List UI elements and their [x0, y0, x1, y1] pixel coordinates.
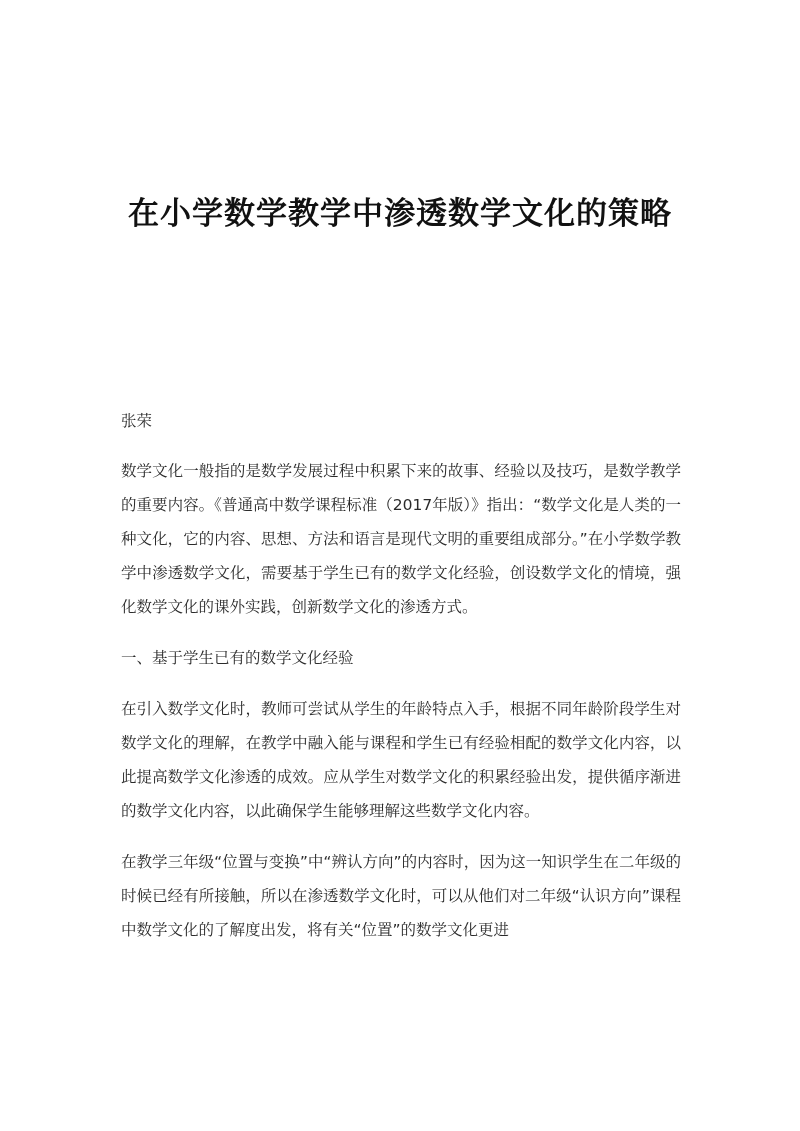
author-name: 张荣	[121, 412, 153, 430]
paragraph-section-1-a: 在引入数学文化时，教师可尝试从学生的年龄特点入手，根据不同年龄阶段学生对数学文化的理解，在教学中融入能与课程和学生已有经验相配的数学文化内容，以此提高数学文化渗透的成效。应从学生对数学文化的积累经验出发，提供循序渐进的数学文化内容，以此确保学生能够理解这些数学文化内容。	[121, 700, 681, 820]
document-body	[121, 404, 681, 964]
document-title: 在小学数学教学中渗透数学文化的策略	[128, 196, 672, 232]
section-heading-1: 一、基于学生已有的数学文化经验	[121, 649, 354, 667]
paragraph-section-1-b: 在教学三年级“位置与变换”中“辨认方向”的内容时，因为这一知识学生在二年级的时候已经有所接触，所以在渗透数学文化时，可以从他们对二年级“认识方向”课程中数学文化的了解度出发，将有关“位置”的数学文化更进	[121, 853, 681, 939]
paragraph-intro: 数学文化一般指的是数学发展过程中积累下来的故事、经验以及技巧，是数学教学的重要内容。《普通高中数学课程标准（2017年版）》指出：“数学文化是人类的一种文化，它的内容、思想、方法和语言是现代文明的重要组成部分。”在小学数学教学中渗透数学文化，需要基于学生已有的数学文化经验，创设数学文化的情境，强化数学文化的课外实践，创新数学文化的渗透方式。	[121, 462, 681, 616]
